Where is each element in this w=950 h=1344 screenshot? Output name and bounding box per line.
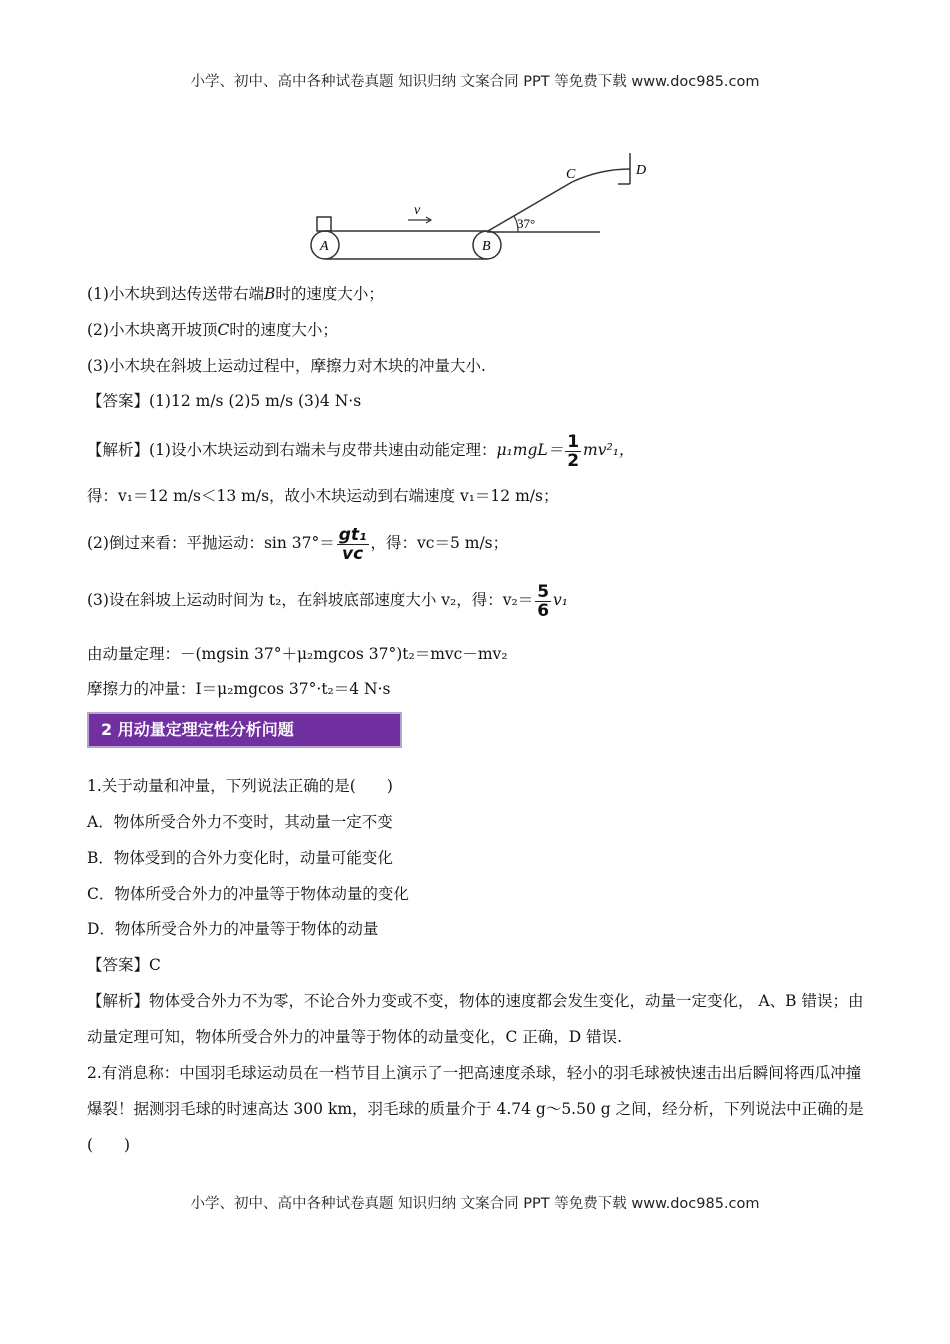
label-c: C: [566, 167, 576, 182]
q1-answer: 【答案】C: [87, 956, 161, 974]
section-banner: 2 用动量定理定性分析问题: [87, 712, 402, 748]
label-angle: 37°: [517, 216, 536, 231]
page-header: 小学、初中、高中各种试卷真题 知识归纳 文案合同 PPT 等免费下载 www.doc985.com: [190, 74, 760, 90]
q1-stem: 1.关于动量和冲量，下列说法正确的是( ): [87, 777, 393, 795]
label-d: D: [636, 163, 647, 178]
answer-line: 【答案】(1)12 m/s (2)5 m/s (3)4 N·s: [87, 392, 362, 410]
q1-option-a: A．物体所受合外力不变时，其动量一定不变: [87, 813, 393, 831]
analysis-line-2: 得：v₁＝12 m/s＜13 m/s，故小木块运动到右端速度 v₁＝12 m/s；: [87, 487, 559, 505]
q1-option-b: B．物体受到的合外力变化时，动量可能变化: [87, 849, 393, 867]
wooden-block: [317, 217, 331, 231]
analysis-line-5: 由动量定理：－(mgsin 37°＋μ₂mgcos 37°)t₂＝mvc－mv₂: [87, 645, 508, 663]
q2-stem: 2.有消息称：中国羽毛球运动员在一档节目上演示了一把高速度杀球，轻小的羽毛球被快速击出后瞬间将西瓜冲撞爆裂！据测羽毛球的时速高达 300 km，羽毛球的质量介于 4.74 g～5.50 g 之间，经分析，下列说法中正确的是( ): [87, 1064, 864, 1154]
question-part-3: (3)小木块在斜坡上运动过程中，摩擦力对木块的冲量大小.: [87, 357, 486, 375]
q1-option-d: D．物体所受合外力的冲量等于物体的动量: [87, 920, 379, 938]
question-part-2: (2)小木块离开坡顶C时的速度大小；: [87, 321, 338, 339]
q1-option-c: C．物体所受合外力的冲量等于物体动量的变化: [87, 885, 409, 903]
analysis-line-3: (2)倒过来看：平抛运动：sin 37°＝ $\frac{\text{gt₁}}{vc}$ ，得：vc＝5 m/s；: [87, 524, 509, 564]
q1-analysis: 【解析】物体受合外力不为零，不论合外力变或不变，物体的速度都会发生变化，动量一定变化， A、B 错误；由动量定理可知，物体所受合外力的冲量等于物体的动量变化，C 正确，D 错误.: [87, 992, 864, 1046]
label-b: B: [482, 239, 491, 254]
analysis-line-4: (3)设在斜坡上运动时间为 t₂，在斜坡底部速度大小 v₂，得：v₂＝ $\frac{5}{6}$ v₁: [87, 581, 569, 621]
fraction-half: $\frac{1}{2}$: [567, 431, 580, 471]
page-footer: 小学、初中、高中各种试卷真题 知识归纳 文案合同 PPT 等免费下载 www.doc985.com: [190, 1196, 760, 1212]
label-v: v: [414, 203, 421, 218]
question-part-1: (1)小木块到达传送带右端B时的速度大小；: [87, 285, 384, 303]
label-a: A: [320, 239, 329, 254]
fraction-five-sixths: $\frac{5}{6}$: [537, 581, 550, 621]
analysis-line-1: 【解析】(1)设小木块运动到右端未与皮带共速由动能定理：μ₁mgL＝ $\frac{1}{2}$ mv²₁，: [87, 431, 635, 471]
conveyor-slope-figure: [300, 145, 660, 270]
analysis-line-6: 摩擦力的冲量：I＝μ₂mgcos 37°·t₂＝4 N·s: [87, 680, 391, 698]
fraction-gt-over-v: $\frac{\text{gt₁}}{vc}$: [338, 524, 367, 564]
